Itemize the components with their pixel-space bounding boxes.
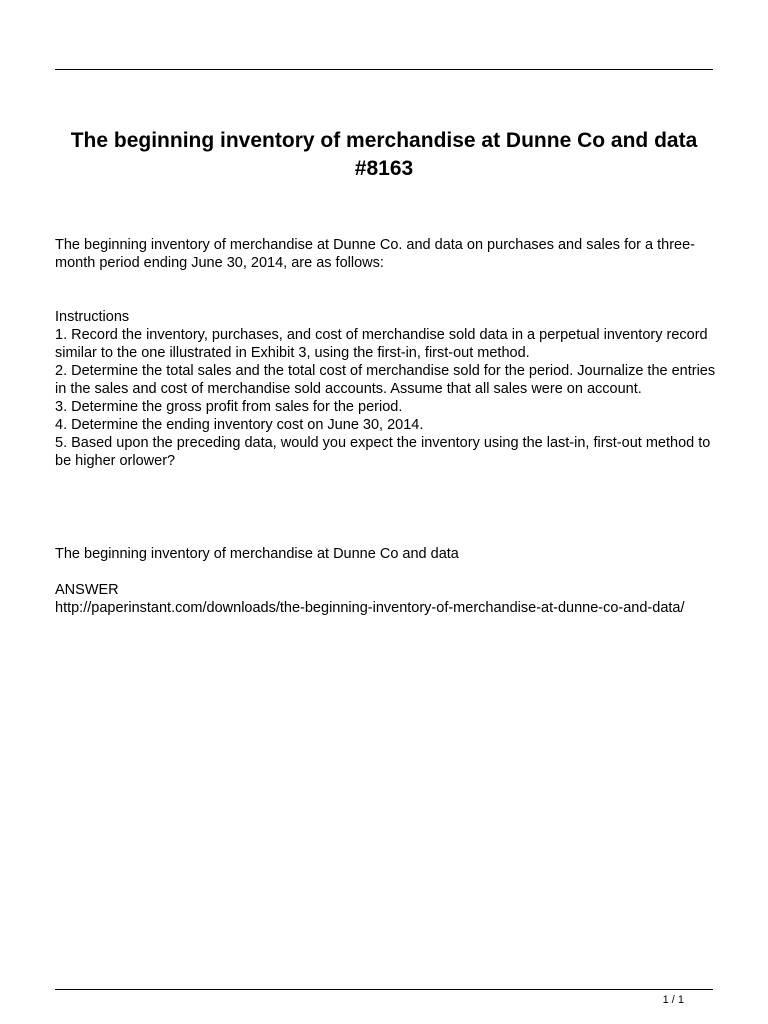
instruction-item: 1. Record the inventory, purchases, and cost of merchandise sold data in a perpetual inventory record similar to the one illustrated in Exhibit 3, using the first-in, first-out method.	[55, 327, 708, 361]
document-title: The beginning inventory of merchandise at Dunne Co and data #8163	[70, 129, 698, 180]
instruction-item: 2. Determine the total sales and the total cost of merchandise sold for the period. Journalize the entries in the sales and cost of merchandise sold accounts. Assume that all sales were on account.	[55, 363, 716, 397]
answer-label: ANSWER	[55, 582, 119, 598]
footer-rule	[55, 989, 713, 990]
instructions-heading: Instructions	[55, 309, 130, 325]
answer-section	[55, 581, 720, 617]
answer-link[interactable]: http://paperinstant.com/downloads/the-beginning-inventory-of-merchandise-at-dunne-co-and-data/	[55, 600, 685, 616]
header-rule	[55, 69, 713, 70]
instruction-item: 3. Determine the gross profit from sales for the period.	[55, 399, 403, 415]
intro-paragraph: The beginning inventory of merchandise at Dunne Co. and data on purchases and sales for a three-month period ending June 30, 2014, are as follows:	[55, 237, 696, 271]
reference-title: The beginning inventory of merchandise at Dunne Co and data	[55, 546, 459, 562]
page-number: 1 / 1	[662, 994, 684, 1006]
instruction-item: 5. Based upon the preceding data, would you expect the inventory using the last-in, first-out method to be higher orlower?	[55, 435, 711, 469]
instruction-item: 4. Determine the ending inventory cost on June 30, 2014.	[55, 417, 424, 433]
instructions-section	[55, 308, 720, 470]
